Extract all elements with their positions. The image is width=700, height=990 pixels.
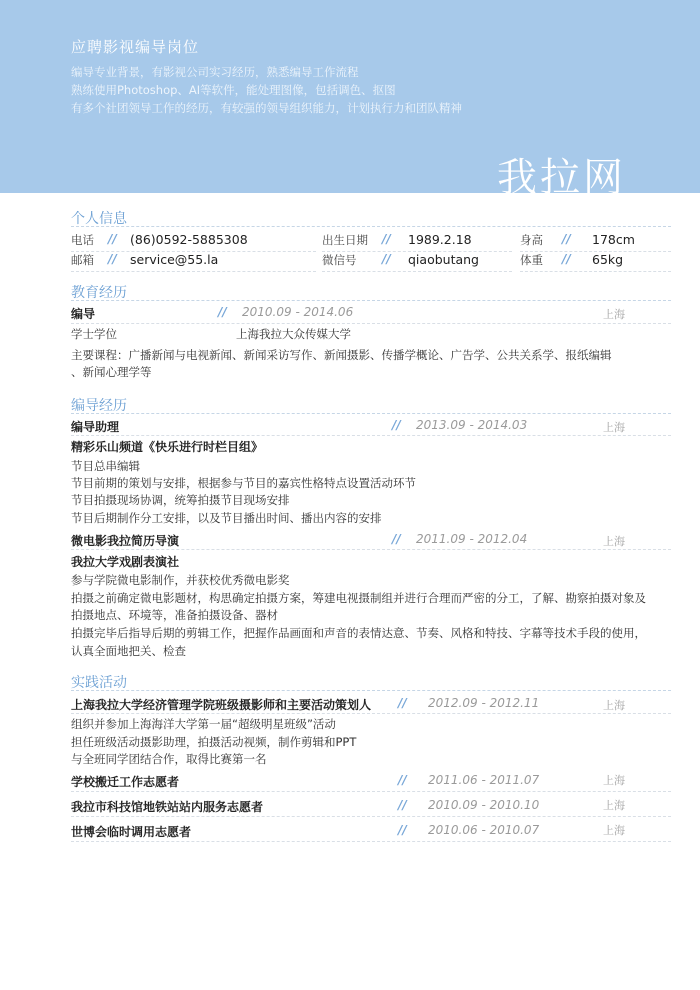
section-title-personal: 个人信息 (71, 211, 127, 227)
job-detail: 拍摄之前确定微电影题材，构思确定拍摄方案，筹建电视摄制组并进行合理而严密的分工，了解、勘察拍摄对象及 (71, 591, 646, 605)
separator: // (398, 798, 407, 812)
row-divider (71, 713, 671, 714)
row-divider (322, 271, 512, 272)
job-dates: 2011.09 - 2012.04 (416, 532, 528, 546)
job-detail: 节目后期制作分工安排，以及节目播出时间、播出内容的安排 (71, 511, 382, 525)
job-detail: 拍摄地点、环境等，准备拍摄设备、器材 (71, 608, 278, 622)
summary-line: 编导专业背景，有影视公司实习经历，熟悉编导工作流程 (71, 65, 359, 79)
row-divider (71, 841, 671, 842)
education-location: 上海 (603, 308, 625, 321)
birth-label: 出生日期 (322, 233, 368, 247)
height-value: 178cm (592, 232, 635, 247)
email-label: 邮箱 (71, 253, 94, 267)
wechat-value: qiaobutang (408, 252, 479, 267)
activity-detail: 担任班级活动摄影助理，拍摄活动视频，制作剪辑和PPT (71, 735, 357, 749)
job-role: 微电影我拉简历导演 (71, 534, 180, 548)
activity-dates: 2010.09 - 2010.10 (428, 798, 540, 812)
education-courses: 、新闻心理学等 (71, 365, 152, 379)
job-detail: 拍摄完毕后指导后期的剪辑工作，把握作品画面和声音的表情达意、节奏、风格和特技、字幕等技术手段的使用， (71, 626, 646, 640)
separator: // (398, 696, 407, 710)
education-dates: 2010.09 - 2014.06 (242, 305, 354, 319)
section-title-practice: 实践活动 (71, 675, 127, 691)
weight-value: 65kg (592, 252, 624, 267)
birth-value: 1989.2.18 (408, 232, 472, 247)
education-courses: 主要课程：广播新闻与电视新闻、新闻采访写作、新闻摄影、传播学概论、广告学、公共关系学、报纸编辑 (71, 348, 612, 362)
summary-line: 有多个社团领导工作的经历，有较强的领导组织能力，计划执行力和团队精神 (71, 101, 462, 115)
section-title-director: 编导经历 (71, 398, 127, 414)
activity-role: 我拉市科技馆地铁站站内服务志愿者 (71, 800, 264, 814)
activity-detail: 组织并参加上海海洋大学第一届“超级明星班级”活动 (71, 717, 336, 731)
activity-dates: 2012.09 - 2012.11 (428, 696, 540, 710)
activity-location: 上海 (603, 699, 625, 712)
activity-location: 上海 (603, 824, 625, 837)
phone-value: (86)0592-5885308 (130, 232, 248, 247)
activity-location: 上海 (603, 799, 625, 812)
section-divider (71, 690, 671, 691)
job-detail: 认真全面地把关、检查 (71, 644, 186, 658)
row-divider (520, 271, 671, 272)
activity-role: 世博会临时调用志愿者 (71, 825, 192, 839)
education-school: 上海我拉大众传媒大学 (236, 327, 351, 341)
job-objective-title: 应聘影视编导岗位 (71, 38, 200, 56)
job-detail: 节目总串编辑 (71, 459, 140, 473)
job-location: 上海 (603, 535, 625, 548)
separator: // (218, 305, 227, 319)
job-org: 精彩乐山频道《快乐进行时栏目组》 (71, 440, 264, 454)
row-divider (71, 549, 671, 550)
section-title-education: 教育经历 (71, 285, 127, 301)
separator: // (398, 823, 407, 837)
height-label: 身高 (520, 233, 543, 247)
section-divider (71, 226, 671, 227)
row-divider (71, 791, 671, 792)
row-divider (71, 271, 316, 272)
job-dates: 2013.09 - 2014.03 (416, 418, 528, 432)
separator: // (562, 232, 571, 246)
separator: // (562, 252, 571, 266)
separator: // (392, 532, 401, 546)
activity-detail: 与全班同学团结合作，取得比赛第一名 (71, 752, 267, 766)
separator: // (108, 232, 117, 246)
education-degree: 学士学位 (71, 327, 117, 341)
activity-dates: 2010.06 - 2010.07 (428, 823, 540, 837)
row-divider (71, 435, 671, 436)
job-detail: 节目拍摄现场协调，统筹拍摄节目现场安排 (71, 493, 290, 507)
job-location: 上海 (603, 421, 625, 434)
row-divider (71, 816, 671, 817)
separator: // (392, 418, 401, 432)
row-divider (71, 323, 671, 324)
separator: // (398, 773, 407, 787)
phone-label: 电话 (71, 233, 94, 247)
wechat-label: 微信号 (322, 253, 357, 267)
weight-label: 体重 (520, 253, 543, 267)
email-value: service@55.la (130, 252, 219, 267)
education-major: 编导 (71, 307, 96, 321)
separator: // (382, 252, 391, 266)
section-divider (71, 300, 671, 301)
separator: // (382, 232, 391, 246)
job-detail: 节目前期的策划与安排，根据参与节目的嘉宾性格特点设置活动环节 (71, 476, 416, 490)
activity-dates: 2011.06 - 2011.07 (428, 773, 540, 787)
activity-location: 上海 (603, 774, 625, 787)
activity-role: 上海我拉大学经济管理学院班级摄影师和主要活动策划人 (71, 698, 372, 712)
brand-logo: 我拉网 (497, 155, 626, 201)
section-divider (71, 413, 671, 414)
job-detail: 参与学院微电影制作，并获校优秀微电影奖 (71, 573, 290, 587)
header-banner (0, 0, 700, 201)
summary-line: 熟练使用Photoshop、AI等软件，能处理图像，包括调色、抠图 (71, 83, 396, 97)
job-org: 我拉大学戏剧表演社 (71, 555, 180, 569)
job-role: 编导助理 (71, 420, 120, 434)
activity-role: 学校搬迁工作志愿者 (71, 775, 180, 789)
separator: // (108, 252, 117, 266)
